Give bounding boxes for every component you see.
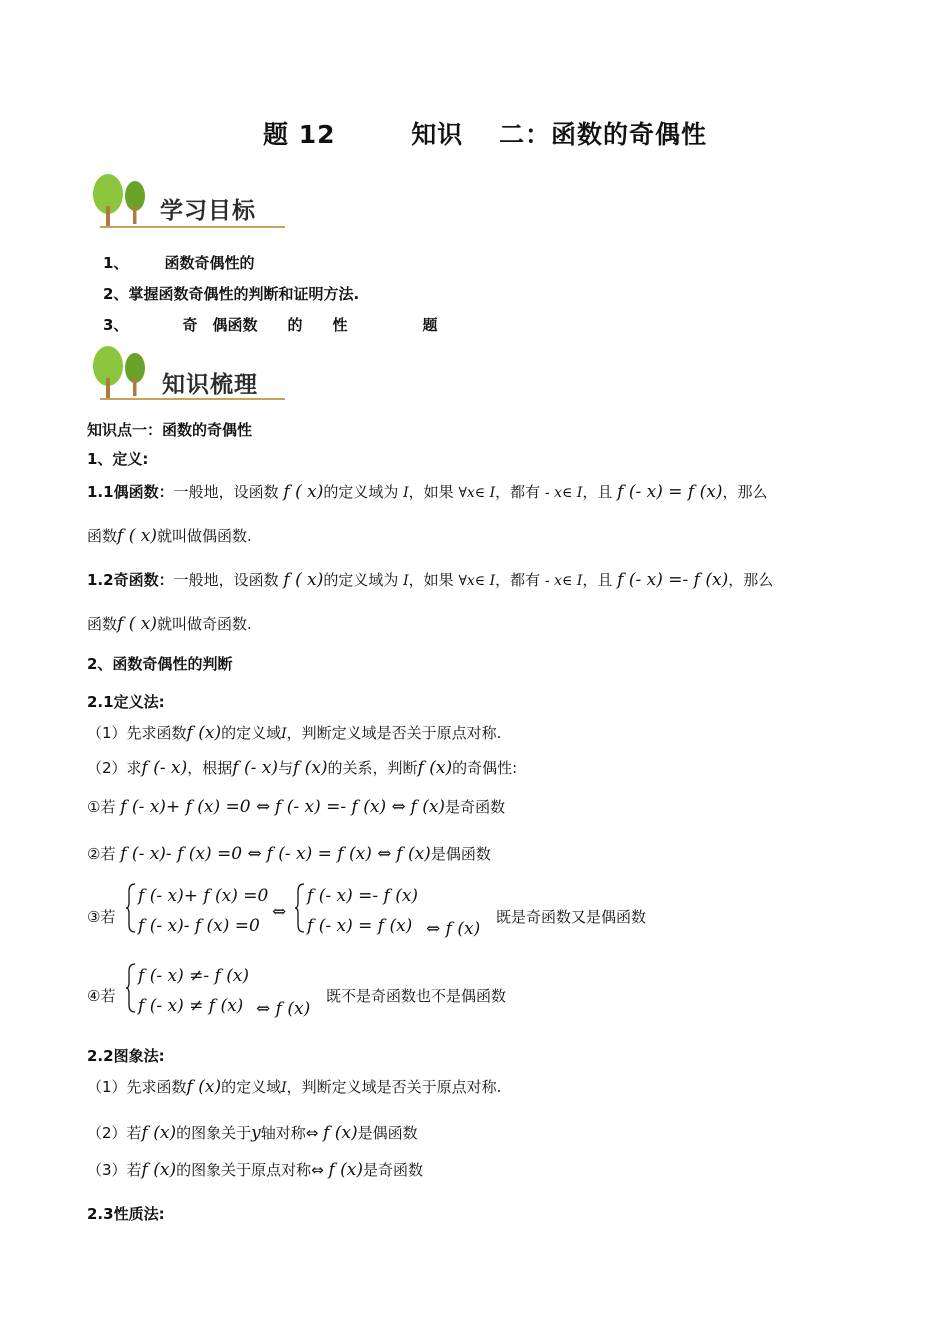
title-topic: 题 12 — [263, 120, 336, 149]
goal-num: 3、 — [103, 316, 129, 334]
math-negx: - x∈ I — [544, 573, 583, 589]
goal-item-2 — [103, 283, 359, 304]
math-fx: f (x) — [186, 723, 222, 743]
math-c4-tail: ⇔ f (x) — [256, 999, 311, 1019]
text: （2）若 — [87, 1124, 142, 1142]
math-I: I — [403, 485, 409, 501]
text: ，如果 — [408, 571, 454, 589]
text: 的关系，判断 — [327, 759, 418, 777]
text: 的图象关于原点对称⇔ — [176, 1161, 324, 1179]
text: ，且 — [582, 483, 613, 501]
case-1 — [87, 796, 505, 817]
even-def-line1 — [87, 481, 767, 502]
math-fx: f (x) — [410, 797, 446, 817]
math-c1-eq2: f (- x) =- f (x) ⇔ — [275, 797, 406, 817]
tree-icon — [90, 172, 154, 230]
text: ，都有 — [495, 571, 541, 589]
math-forall: ∀x∈ I — [458, 485, 496, 501]
text: 就叫做偶函数. — [156, 527, 252, 545]
math-fx: f (x) — [292, 758, 328, 778]
text: 的定义域 — [221, 1078, 282, 1096]
case-4 — [87, 985, 115, 1006]
math-c4-r1: f (- x) ≠- f (x) — [138, 966, 250, 986]
math-I: I — [281, 1080, 287, 1096]
text: 与 — [277, 759, 293, 777]
text: ③若 — [87, 908, 116, 926]
text: ，都有 — [495, 483, 541, 501]
text: ④若 — [87, 987, 116, 1005]
text: 函数 — [87, 615, 118, 633]
text: 是奇函数 — [445, 798, 506, 816]
even-def-line2 — [87, 525, 252, 546]
banner-underline — [100, 226, 285, 228]
text: 一般地，设函数 — [173, 571, 279, 589]
section-banner-knowledge — [90, 344, 290, 404]
section-title-knowledge: 知识梳理 — [162, 372, 258, 398]
math-c3-iff: ⇔ — [272, 902, 287, 922]
section-banner-goals — [90, 172, 290, 232]
text: 的定义域为 — [323, 483, 399, 501]
def-method-heading: 2.1定义法: — [87, 693, 165, 711]
graph-step1 — [87, 1076, 501, 1097]
goal-text: 函数奇偶性的 — [164, 254, 255, 272]
text: ②若 — [87, 845, 116, 863]
text: 是奇函数 — [363, 1161, 424, 1179]
math-c3-r1: f (- x)+ f (x) =0 — [138, 886, 269, 906]
odd-label: 1.2奇函数： — [87, 571, 174, 589]
text: （1）先求函数 — [87, 1078, 187, 1096]
math-f-negx: f (- x) — [141, 758, 188, 778]
text: 的图象关于 — [176, 1124, 252, 1142]
case-3-result: 既是奇函数又是偶函数 — [496, 908, 647, 926]
page-title — [263, 115, 707, 151]
math-c3-r2: f (- x)- f (x) =0 — [138, 916, 260, 936]
goal-num: 2、 — [103, 285, 129, 303]
text: ①若 — [87, 798, 116, 816]
text: 一般地，设函数 — [173, 483, 279, 501]
math-fx: f (x) — [141, 1123, 177, 1143]
text: （3）若 — [87, 1161, 142, 1179]
graph-method-heading: 2.2图象法: — [87, 1047, 165, 1065]
text: 轴对称⇔ — [260, 1124, 319, 1142]
math-forall: ∀x∈ I — [458, 573, 496, 589]
def-step2 — [87, 757, 517, 778]
goal-text: 奇 偶函数 的 性 题 — [182, 316, 438, 334]
text: （2）求 — [87, 759, 142, 777]
even-label: 1.1偶函数： — [87, 483, 174, 501]
math-negx: - x∈ I — [544, 485, 583, 501]
text: 是偶函数 — [357, 1124, 418, 1142]
goal-text: 掌握函数奇偶性的判断和证明方法. — [128, 285, 360, 303]
math-c3-s1: f (- x) =- f (x) — [307, 886, 419, 906]
text: 是偶函数 — [430, 845, 491, 863]
case-3 — [87, 906, 115, 927]
math-c1-eq1: f (- x)+ f (x) =0 ⇔ — [120, 797, 271, 817]
math-fx: f ( x) — [283, 570, 324, 590]
brace-icon — [294, 883, 306, 933]
math-c2-eq2: f (- x) = f (x) ⇔ — [266, 844, 392, 864]
goal-item-1 — [103, 252, 254, 273]
text: ，如果 — [408, 483, 454, 501]
text: ，那么 — [722, 483, 768, 501]
case-2 — [87, 843, 491, 864]
text: ，判断定义域是否关于原点对称. — [286, 724, 502, 742]
kp1-heading: 知识点一：函数的奇偶性 — [87, 421, 253, 439]
math-fx: f (x) — [186, 1077, 222, 1097]
text: ，那么 — [728, 571, 774, 589]
math-c4-r2: f (- x) ≠ f (x) — [138, 996, 244, 1016]
title-part-a: 知识 — [411, 120, 464, 149]
text: 就叫做奇函数. — [156, 615, 252, 633]
case-4-result: 既不是奇函数也不是偶函数 — [326, 987, 507, 1005]
text: （1）先求函数 — [87, 724, 187, 742]
math-fx: f ( x) — [117, 526, 157, 546]
odd-def-line1 — [87, 569, 773, 590]
def-step1 — [87, 722, 501, 743]
math-c2-eq1: f (- x)- f (x) =0 ⇔ — [120, 844, 262, 864]
brace-icon — [125, 883, 137, 933]
text: ，判断定义域是否关于原点对称. — [286, 1078, 502, 1096]
math-I: I — [403, 573, 409, 589]
tree-icon — [90, 344, 154, 402]
math-c3-tail: ⇔ f (x) — [426, 919, 481, 939]
brace-icon — [125, 963, 137, 1013]
prop-method-heading: 2.3性质法: — [87, 1205, 165, 1223]
math-fx: f ( x) — [117, 614, 157, 634]
math-fx: f (x) — [323, 1123, 358, 1143]
graph-step3 — [87, 1159, 423, 1180]
math-y: y — [251, 1123, 261, 1143]
math-fx: f (x) — [417, 758, 453, 778]
math-c3-s2: f (- x) = f (x) — [307, 916, 413, 936]
math-fx: f (x) — [396, 844, 431, 864]
math-even-eq: f (- x) = f (x) — [617, 482, 723, 502]
text: ，且 — [582, 571, 613, 589]
math-f-negx: f (- x) — [232, 758, 278, 778]
text: 的定义域 — [221, 724, 282, 742]
goal-num: 1、 — [103, 254, 129, 272]
graph-step2 — [87, 1122, 418, 1143]
math-odd-eq: f (- x) =- f (x) — [617, 570, 729, 590]
math-I: I — [281, 726, 287, 742]
text: 的奇偶性: — [452, 759, 518, 777]
math-fx: f ( x) — [283, 482, 324, 502]
title-part-b: 二：函数的奇偶性 — [498, 120, 707, 149]
math-fx: f (x) — [328, 1160, 364, 1180]
text: 函数 — [87, 527, 118, 545]
text: 的定义域为 — [323, 571, 399, 589]
def-heading: 1、定义: — [87, 450, 149, 468]
odd-def-line2 — [87, 613, 252, 634]
kp2-heading: 2、函数奇偶性的判断 — [87, 655, 233, 673]
math-fx: f (x) — [141, 1160, 177, 1180]
text: ，根据 — [187, 759, 233, 777]
banner-underline — [100, 398, 285, 400]
goal-item-3 — [103, 314, 437, 335]
section-title-goals: 学习目标 — [160, 198, 256, 224]
